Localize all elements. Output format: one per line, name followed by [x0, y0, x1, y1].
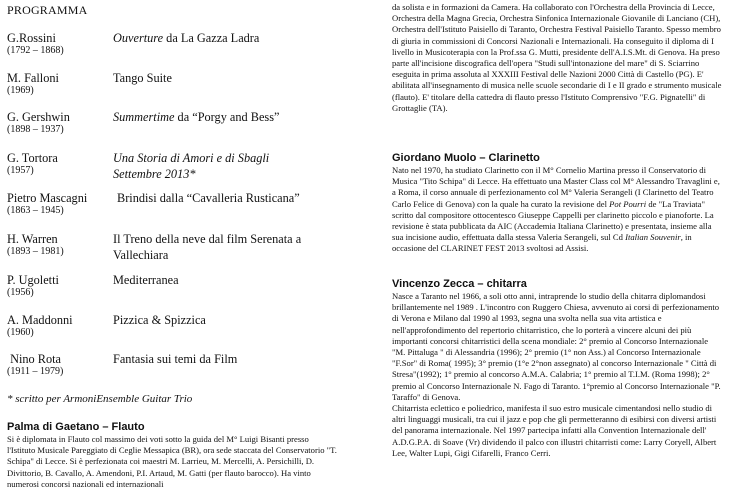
- bio-title: Palma di Gaetano – Flauto: [7, 421, 145, 433]
- composer-dates: (1969): [7, 85, 34, 96]
- composer-name: G. Tortora: [7, 151, 58, 165]
- bio-text-part: de "La Traviata" scritto dal compositore ottocentesco Giuseppe Cappelli per clarinetto piccolo e pianoforte. La revisione è stata pubblicata da AIC (Accademia Italiana Clarinetto) e presentata, insieme alla sua incisione audio, effettuata dalla stessa Valeria Serangeli, sul Cd: [392, 198, 714, 243]
- bio-text: Nasce a Taranto nel 1966, a soli otto anni, intraprende lo studio della chitarra diplomandosi brillantemente nel 1989 . L'incontro con Ruggero Chiesa, avvenuto ai corsi di perfezionamento di Verona e Milano dal 1990 al 1993, segna una svolta nella sua vita artistica e nell'approfondimento del repertorio chitarristico, che lo porterà a vincere alcuni dei più importanti concorsi chitarristici della scena mondiale: 2° premio al Concorso Internazionale "M. Pittaluga " di Alessandria (1996); 2° premio (1° non Ass.) al Concorso Internazionale "F.Sor" di Roma( 1995); 3° premio (1°e 2°non assegnato) al concorso Internazionale " Città di Stresa"(1992); 1° premio al concorso A.M.A. Calabria; 1° premio al T.I.M. (Roma 1998); 2° premio al Concorso Internazionale N. Fago di Taranto. 1°premio al Concorso Internazionale "P. Taraffo" di Genova.: [392, 291, 721, 402]
- work-title-rest: da La Gazza Ladra: [163, 31, 260, 45]
- work-title-italic: Una Storia di Amori e di Sbagli Settembre 2013*: [113, 151, 270, 181]
- bio-text-part: Nato nel 1970, ha studiato Clarinetto con il M° Cornelio Martina presso il Conservatorio di Musica "Tito Schipa" di Lecce. Ha effettuato una Master Class col M° Alessandro Travaglini e, a Roma, il corso annuale di perfezionamento col M° Valeria Serangeli (I Clarinetto del Teatro Carlo Felice di Genova) con la quale ha curato la revisione del: [392, 165, 720, 209]
- programma-title: PROGRAMMA: [7, 3, 88, 17]
- composer-name: M. Falloni: [7, 71, 59, 85]
- work-title-rest: Mediterranea: [113, 273, 179, 287]
- composer-name: A. Maddonni: [7, 313, 73, 327]
- composer-dates: (1863 – 1945): [7, 205, 64, 216]
- composer-dates: (1893 – 1981): [7, 246, 64, 257]
- bio-text: Chitarrista eclettico e poliedrico, manifesta il suo estro musicale cimentandosi nello studio di altri linguaggi musicali, tra cui il jazz e pop che gli permetteranno di esibirsi con diversi artisti del panorama internazionale. Nel 1997 partecipa infatti alla Convention Internazionale dell' A.D.G.P.A. di Soave (Vr) dividendo il palco con illustri chitarristi come: Larry Coryell, Albert Lee, Walter Lupi, Gigi Cifarelli, Franco Cerri.: [392, 403, 717, 458]
- composer-dates: (1956): [7, 287, 34, 298]
- composer-dates: (1792 – 1868): [7, 45, 64, 56]
- bio-title: Vincenzo Zecca – chitarra: [392, 278, 527, 290]
- work-title-rest: Il Treno della neve dal film Serenata a Vallechiara: [113, 232, 302, 262]
- work-title-italic: Summertime: [113, 110, 175, 124]
- work-title: [113, 71, 349, 87]
- work-title-rest: da “Porgy and Bess”: [174, 110, 280, 124]
- composer-name: Pietro Mascagni: [7, 191, 88, 205]
- work-title: [113, 110, 349, 126]
- work-title-rest: Fantasia sui temi da Film: [113, 352, 238, 366]
- bio-text-part: , in occasione del CLARINET FEST 2013 svoltosi ad Assisi.: [392, 232, 692, 254]
- work-title-italic: Ouverture: [113, 31, 164, 45]
- composer-name: Nino Rota: [7, 352, 61, 366]
- bio-giordano: [392, 152, 722, 255]
- bio-text: [392, 165, 722, 255]
- composer-name: P. Ugoletti: [7, 273, 59, 287]
- bio-palma-continued: [392, 2, 722, 114]
- work-title: [113, 232, 349, 263]
- program-note: * scritto per ArmoniEnsemble Guitar Trio: [7, 393, 193, 405]
- work-title: [113, 313, 349, 329]
- composer-dates: (1957): [7, 165, 34, 176]
- bio-text: Si è diplomata in Flauto col massimo dei voti sotto la guida del M° Luigi Bisanti presso l'Istituto Musicale Pareggiato di Ceglie Messapica (BR), ora sede staccata del Conservatorio "T. Schipa" di Lecce. Si è perfezionata coi maestri M. Larrieu, M. Mercelli, A. Persichilli, D. Divittorio, B. Cavallo, A. Amendoni, P.I. Artaud, M. Gatti (per flauto barocco). Ha vinto numerosi concorsi nazionali ed internazionali: [7, 434, 337, 489]
- work-title-rest: Brindisi dalla “Cavalleria Rusticana”: [117, 191, 300, 205]
- composer-name: G. Gershwin: [7, 110, 70, 124]
- work-title: [117, 191, 353, 207]
- composer-name: G.Rossini: [7, 31, 56, 45]
- work-title-rest: Pizzica & Spizzica: [113, 313, 206, 327]
- composer-name: H. Warren: [7, 232, 58, 246]
- work-title-rest: Tango Suite: [113, 71, 172, 85]
- work-title: [113, 31, 349, 47]
- composer-dates: (1898 – 1937): [7, 124, 64, 135]
- bio-title: Giordano Muolo – Clarinetto: [392, 152, 540, 164]
- work-title: [113, 352, 349, 368]
- composer-dates: (1911 – 1979): [7, 366, 64, 377]
- bio-text: da solista e in formazioni da Camera. Ha collaborato con l'Orchestra della Provincia di Lecce, Orchestra della Magna Grecia, Orchestra Sinfonica Internazionale Giovanile di Lanciano (CH), Orchestra dell'Istituto Paisiello di Taranto, Orchestra Festival Paisiello Taranto. Spesso membro di giuria in commissioni di Concorsi Nazionali e Internazionali. Ha conseguito il diploma di I livello in Musicoterapia con la Prof.ssa G. Mutti, presidente dell'A.I.S.Mt. di Genova. Ha preso parte all'incisione discografica dell'opera "Studi sull'intonazione del mare" di S. Sciarrino eseguita in prima assoluta al XXXIII Festival delle Nazioni 2000 Città di Castello (PG). E' abilitata all'insegnamento di musica nelle scuole secondarie di I e II grado e strumento musicale (flauto). E' titolare della cattedra di flauto presso l'Istituto Comprensivo "F.G. Pignatelli" di Grottaglie (TA).: [392, 2, 722, 113]
- bio-vincenzo: [392, 278, 722, 459]
- bio-text-italic: Italian Souvenir: [625, 232, 681, 243]
- bio-palma: [7, 421, 339, 490]
- bio-text-italic: Pot Pourri: [609, 198, 647, 209]
- work-title: [113, 151, 349, 182]
- composer-dates: (1960): [7, 327, 34, 338]
- work-title: [113, 273, 349, 289]
